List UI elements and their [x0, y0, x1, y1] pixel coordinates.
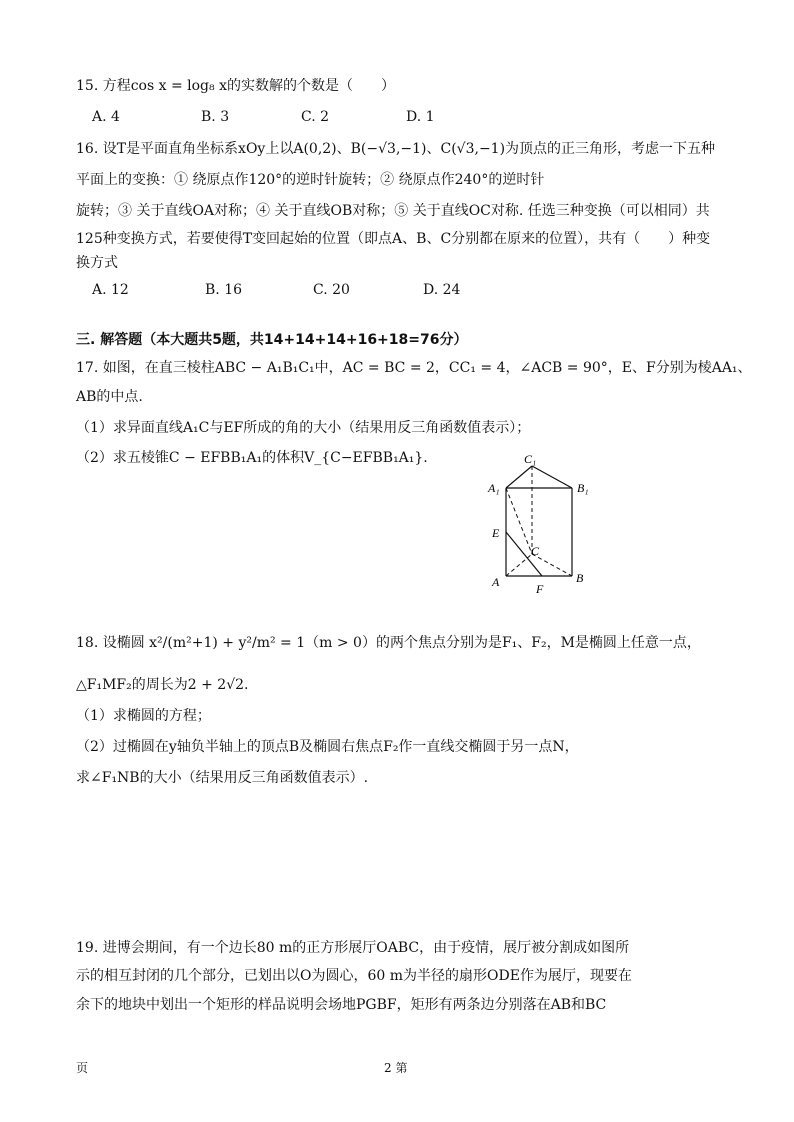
q15-option-a: A. 4 [92, 109, 120, 125]
label-c: C [531, 544, 540, 558]
q18-line: △F₁MF₂的周长为2 + 2√2. [76, 677, 249, 693]
q16-option-a: A. 12 [92, 282, 129, 298]
q17-line: AB的中点. [76, 389, 143, 405]
footer-left: 页 [76, 1061, 89, 1075]
section-heading: 三. 解答题（本大题共5题，共14+14+14+16+18=76分） [76, 332, 468, 348]
q16-line: 换方式 [76, 255, 118, 271]
q16-line: 平面上的变换：① 绕原点作120°的逆时针旋转；② 绕原点作240°的逆时针 [76, 172, 545, 188]
label-b1: B₁ [577, 481, 589, 495]
q17-line: 17. 如图，在直三棱柱ABC − A₁B₁C₁中，AC = BC = 2，CC₁ = 4，∠ACB = 90°，E、F分别为棱AA₁、 [76, 360, 752, 376]
q16-option-c: C. 20 [313, 282, 350, 298]
hidden-edge-a-c [506, 554, 532, 576]
q15-stem: 15. 方程cos x = log₈ x的实数解的个数是（ ） [76, 78, 395, 94]
q19-line: 余下的地块中划出一个矩形的样品说明会场地PGBF，矩形有两条边分别落在AB和BC [76, 997, 607, 1013]
q18-line: （1）求椭圆的方程； [76, 708, 211, 724]
q19-line: 示的相互封闭的几个部分，已划出以O为圆心，60 m为半径的扇形ODE作为展厅，现要在 [76, 968, 632, 984]
q16-option-b: B. 16 [205, 282, 243, 298]
q15-option-c: C. 2 [301, 109, 330, 125]
q15-option-d: D. 1 [406, 109, 435, 125]
prism-figure [484, 450, 624, 600]
q18-line: 求∠F₁NB的大小（结果用反三角函数值表示）. [76, 770, 369, 786]
label-f: F [536, 582, 544, 596]
q18-line: 18. 设椭圆 x²/(m²+1) + y²/m² = 1（m > 0）的两个焦点分别为是F₁、F₂，M是椭圆上任意一点， [76, 635, 701, 651]
q16-line: 旋转；③ 关于直线OA对称；④ 关于直线OB对称；⑤ 关于直线OC对称. 任选三种变换（可以相同）共 [76, 203, 710, 219]
label-a: A [492, 575, 500, 589]
q16-option-d: D. 24 [423, 282, 461, 298]
hidden-segment-a1-c [506, 488, 532, 554]
label-b: B [576, 571, 584, 585]
q17-line: （2）求五棱锥C − EFBB₁A₁的体积V_{C−EFBB₁A₁}. [76, 450, 428, 466]
label-a1: A₁ [488, 481, 500, 495]
q16-line: 16. 设T是平面直角坐标系xOy上以A(0,2)、B(−√3,−1)、C(√3,−1)为顶点的正三角形，考虑一下五种 [76, 141, 716, 157]
q16-line: 125种变换方式，若要使得T变回起始的位置（即点A、B、C分别都在原来的位置），共有（ ）种变 [76, 231, 711, 247]
q19-line: 19. 进博会期间，有一个边长80 m的正方形展厅OABC，由于疫情，展厅被分割成如图所 [76, 940, 630, 956]
label-c1: C₁ [524, 452, 537, 466]
page-number: 2 第 [384, 1061, 408, 1075]
edge-c1-b1 [532, 466, 572, 488]
q18-line: （2）过椭圆在y轴负半轴上的顶点B及椭圆右焦点F₂作一直线交椭圆于另一点N， [76, 739, 579, 755]
q17-line: （1）求异面直线A₁C与EF所成的角的大小（结果用反三角函数值表示）； [76, 420, 531, 436]
edge-a1-c1 [506, 466, 532, 488]
q15-option-b: B. 3 [201, 109, 230, 125]
label-e: E [492, 526, 500, 540]
